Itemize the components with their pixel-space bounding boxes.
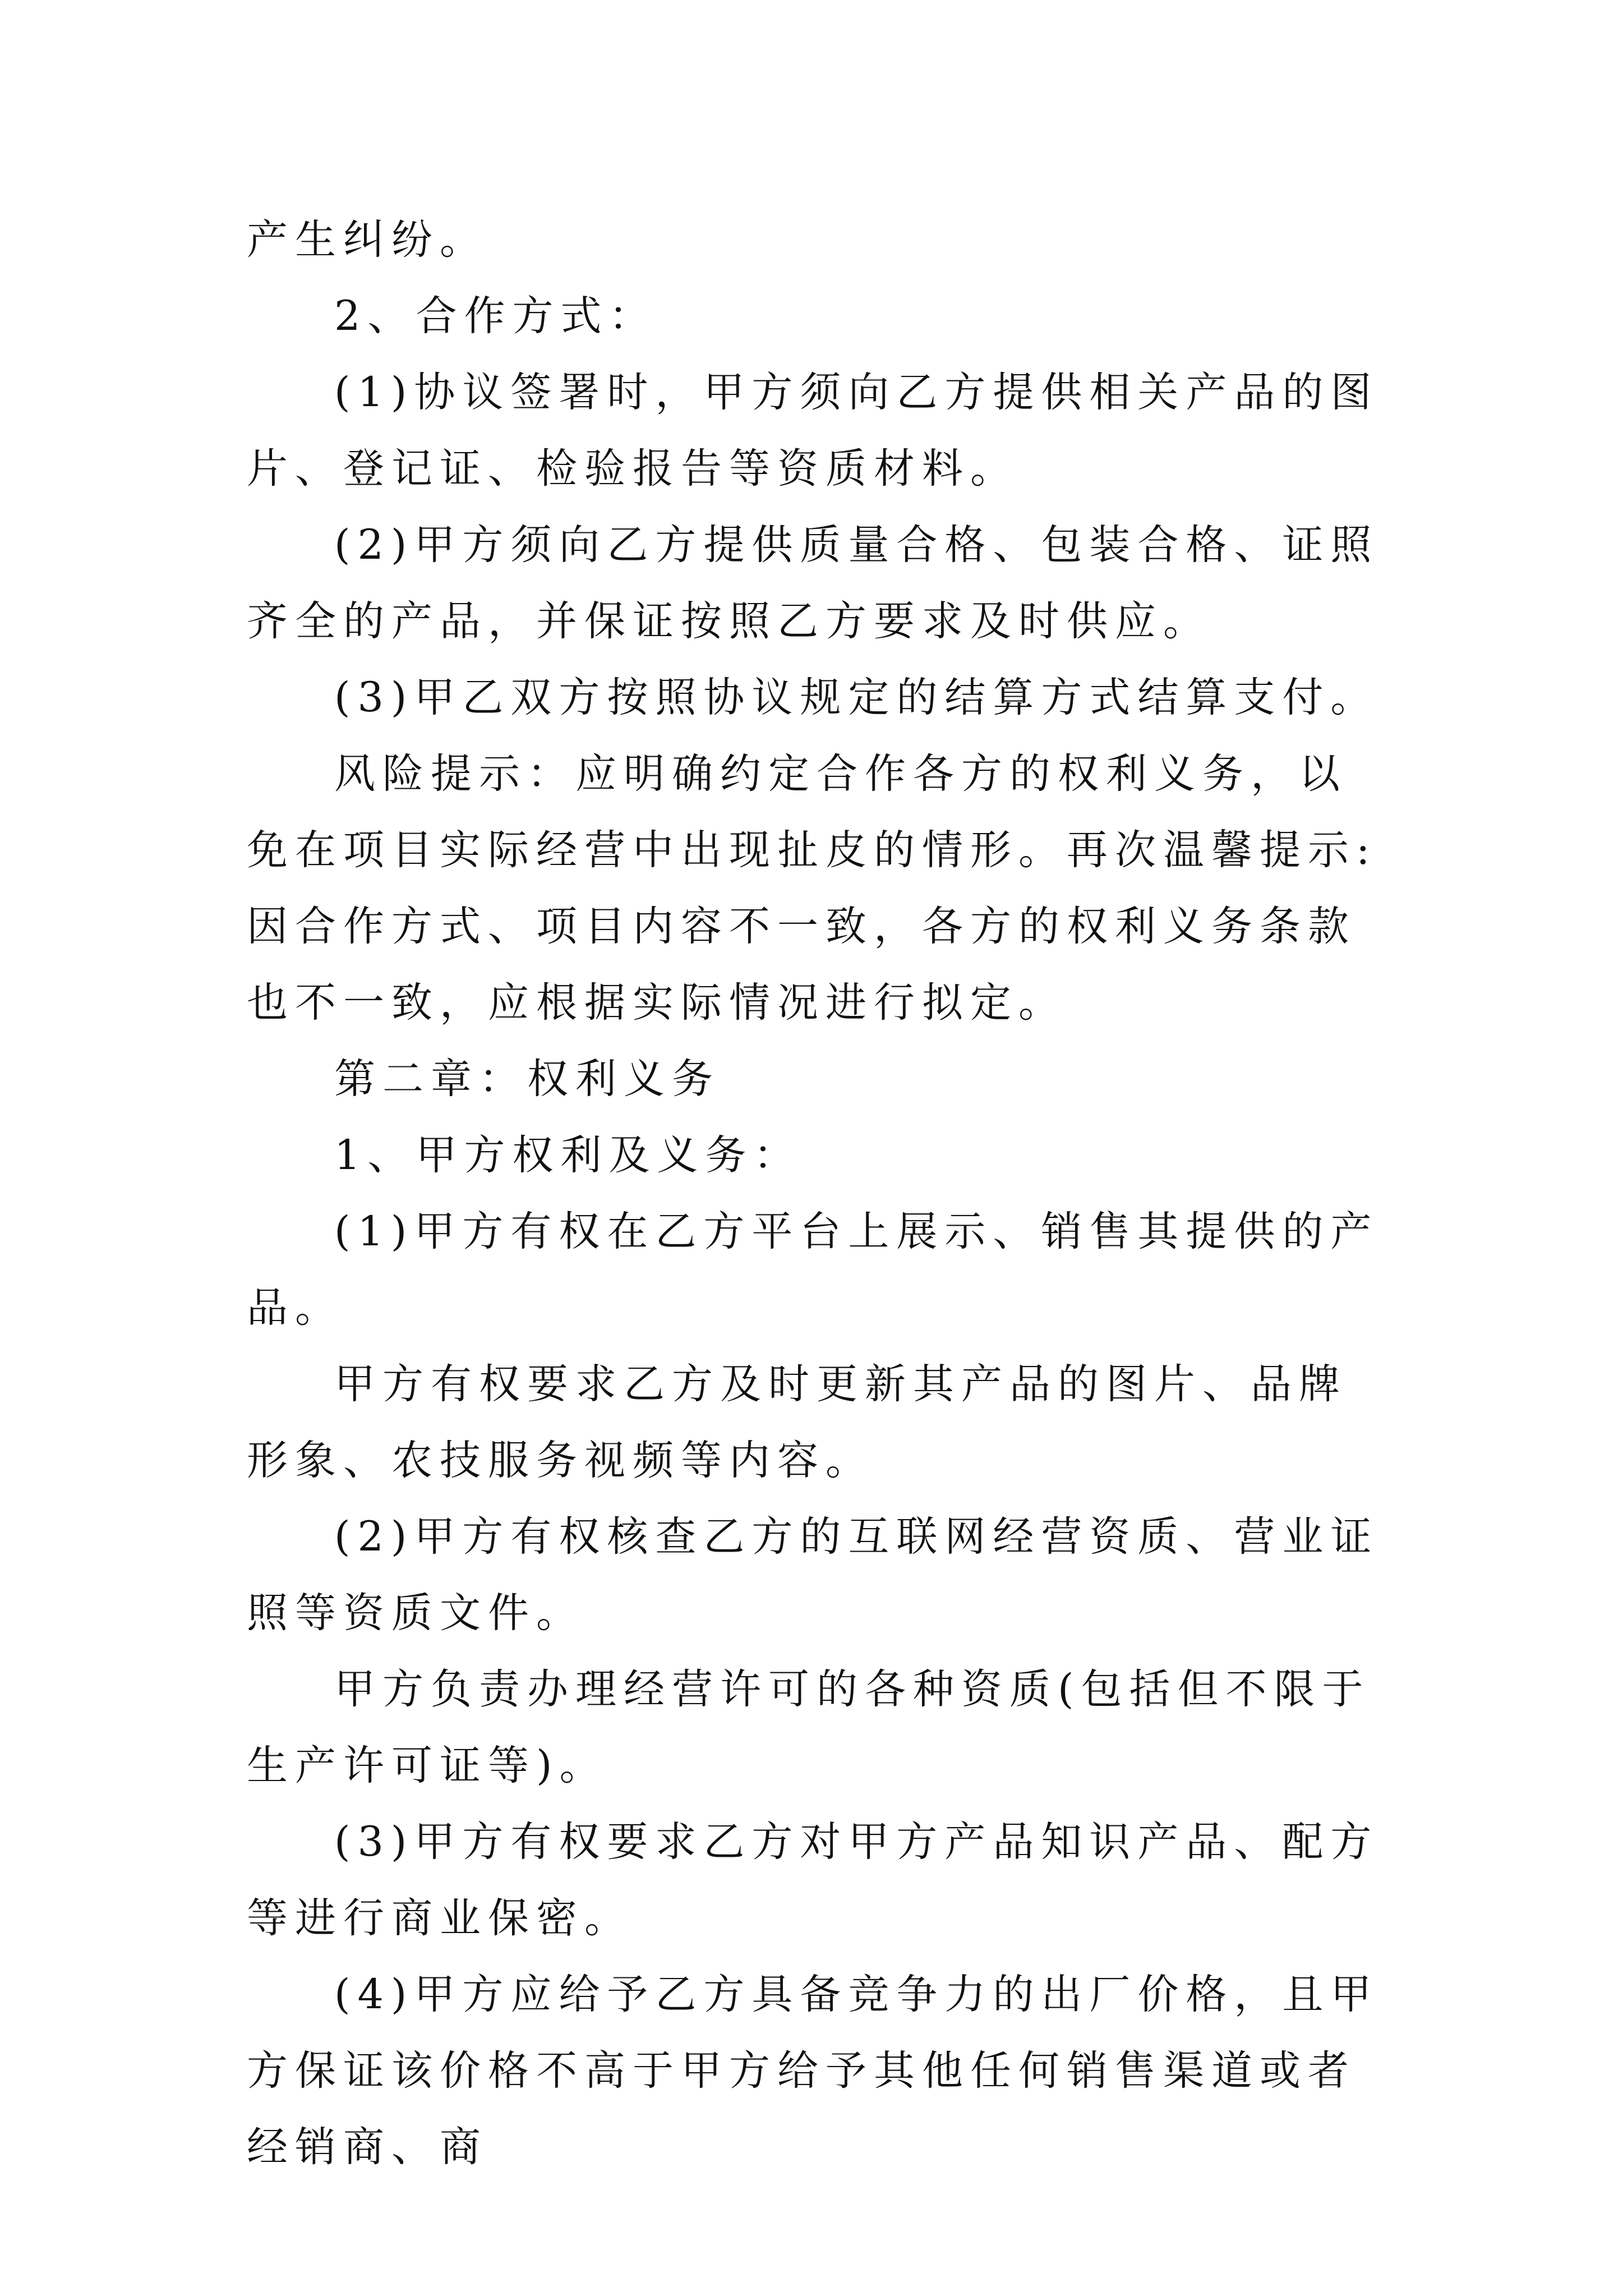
rights-clause-1: (1)甲方有权在乙方平台上展示、销售其提供的产品。 [247, 1208, 1379, 1332]
rights-clause-2-detail: 甲方负责办理经营许可的各种资质(包括但不限于生产许可证等)。 [247, 1665, 1371, 1789]
chapter-two-heading: 第二章：权利义务 [334, 1055, 720, 1103]
rights-clause-2: (2)甲方有权核查乙方的互联网经营资质、营业证照等资质文件。 [247, 1513, 1379, 1637]
section-party-a-rights: 1、甲方权利及义务： [334, 1131, 802, 1179]
rights-clause-1-detail: 甲方有权要求乙方及时更新其产品的图片、品牌形象、农技服务视频等内容。 [247, 1360, 1347, 1484]
document-body [247, 202, 1385, 2185]
risk-notice: 风险提示：应明确约定合作各方的权利义务，以免在项目实际经营中出现扯皮的情形。再次温馨提示:因合作方式、项目内容不一致，各方的权利义务条款也不一致，应根据实际情况进行拟定。 [247, 750, 1377, 1027]
section-cooperation-method: 2、合作方式： [334, 292, 657, 340]
paragraph-dispute-ending: 产生纠纷。 [247, 216, 488, 264]
rights-clause-3: (3)甲方有权要求乙方对甲方产品知识产品、配方等进行商业保密。 [247, 1818, 1379, 1942]
rights-clause-4: (4)甲方应给予乙方具备竞争力的出厂价格，且甲方保证该价格不高于甲方给予其他任何销售渠道或者经销商、商 [247, 1971, 1379, 2171]
clause-2-quality: (2)甲方须向乙方提供质量合格、包装合格、证照齐全的产品，并保证按照乙方要求及时供应。 [247, 521, 1379, 645]
clause-3-settlement: (3)甲乙双方按照协议规定的结算方式结算支付。 [334, 674, 1379, 721]
clause-1-materials: (1)协议签署时，甲方须向乙方提供相关产品的图片、登记证、检验报告等资质材料。 [247, 369, 1379, 493]
